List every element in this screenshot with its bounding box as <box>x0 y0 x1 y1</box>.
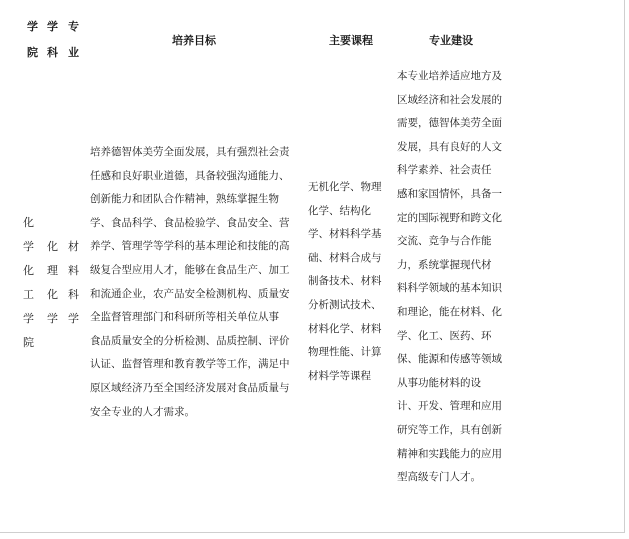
college-char: 化 <box>23 264 34 277</box>
text-line: 材料化学、材料 <box>308 322 382 335</box>
text-line: 从事功能材料的设 <box>397 376 481 389</box>
text-line: 料科学领域的基本知识 <box>397 282 502 295</box>
text-line: 分析测试技术、 <box>308 298 382 311</box>
text-line: 保、能源和传感等领域 <box>397 353 502 366</box>
text-line: 安全专业的人才需求。 <box>90 405 195 418</box>
text-line: 养学、管理学等学科的基本理论和技能的高 <box>90 240 290 253</box>
text-line: 发展，具有良好的人文 <box>397 140 502 153</box>
text-line: 和理论，能在材料、化 <box>397 305 502 318</box>
text-line: 感和家国情怀，具备一 <box>397 187 502 200</box>
text-line: 级复合型应用人才，能够在食品生产、加工 <box>90 263 290 276</box>
text-line: 区域经济和社会发展的 <box>397 93 502 106</box>
text-line: 制备技术、材料 <box>308 275 382 288</box>
header-discipline-char-2: 科 <box>47 46 58 59</box>
text-line: 原区域经济乃至全国经济发展对食品质量与 <box>90 381 290 394</box>
header-discipline-char-1: 学 <box>47 20 58 33</box>
text-line: 需要，德智体美劳全面 <box>397 117 502 130</box>
text-line: 学、材料科学基 <box>308 228 382 241</box>
college-char: 化 <box>23 216 34 229</box>
header-college-char-1: 学 <box>27 20 38 33</box>
college-char: 工 <box>23 288 34 301</box>
text-line: 物理性能、计算 <box>308 346 382 359</box>
text-line: 培养德智体美劳全面发展，具有强烈社会责 <box>90 146 290 158</box>
page-edge-bottom <box>0 532 625 533</box>
discipline-char: 化 <box>47 240 58 253</box>
text-line: 和流通企业，农产品安全检测机构、质量安 <box>90 287 290 300</box>
text-line: 交流、竞争与合作能 <box>397 235 492 248</box>
discipline-char: 化 <box>47 288 58 301</box>
page-edge-right <box>624 0 625 532</box>
major-char: 科 <box>68 288 79 301</box>
header-training-goal: 培养目标 <box>172 34 216 47</box>
college-char: 学 <box>23 312 34 325</box>
text-line: 定的国际视野和跨文化 <box>397 211 502 224</box>
major-char: 料 <box>68 264 79 277</box>
text-line: 无机化学、物理 <box>308 181 382 193</box>
header-main-courses: 主要课程 <box>329 34 373 47</box>
text-line: 学、食品科学、食品检验学、食品安全、营 <box>90 216 290 229</box>
text-line: 学、化工、医药、环 <box>397 329 492 342</box>
text-line: 化学、结构化 <box>308 204 371 217</box>
major-construction-text <box>397 65 502 490</box>
header-major-char-1: 专 <box>68 20 79 33</box>
text-line: 材料学等课程 <box>308 369 371 382</box>
text-line: 科学素养、社会责任 <box>397 164 492 177</box>
discipline-char: 理 <box>47 264 58 277</box>
text-line: 任感和良好职业道德，具备较强沟通能力、 <box>90 169 290 182</box>
text-line: 力，系统掌握现代材 <box>397 258 492 271</box>
header-major-char-2: 业 <box>68 46 79 59</box>
text-line: 本专业培养适应地方及 <box>397 70 502 82</box>
text-line: 食品质量安全的分析检测、品质控制、评价 <box>90 334 290 347</box>
header-major-construction: 专业建设 <box>429 34 473 47</box>
text-line: 研究等工作，具有创新 <box>397 423 502 436</box>
text-line: 计、开发、管理和应用 <box>397 400 502 413</box>
text-line: 精神和实践能力的应用 <box>397 447 502 460</box>
main-courses-text <box>308 176 382 388</box>
training-goal-text <box>90 141 290 424</box>
text-line: 础、材料合成与 <box>308 251 382 264</box>
major-char: 学 <box>68 312 79 325</box>
college-char: 院 <box>23 336 34 349</box>
major-char: 材 <box>68 240 79 253</box>
text-line: 创新能力和团队合作精神，熟练掌握生物 <box>90 193 279 206</box>
text-line: 认证、监督管理和教育教学等工作，满足中 <box>90 358 290 371</box>
discipline-char: 学 <box>47 312 58 325</box>
text-line: 型高级专门人才。 <box>397 471 481 484</box>
text-line: 全监督管理部门和科研所等相关单位从事 <box>90 311 279 324</box>
header-college-char-2: 院 <box>27 46 38 59</box>
college-char: 学 <box>23 240 34 253</box>
